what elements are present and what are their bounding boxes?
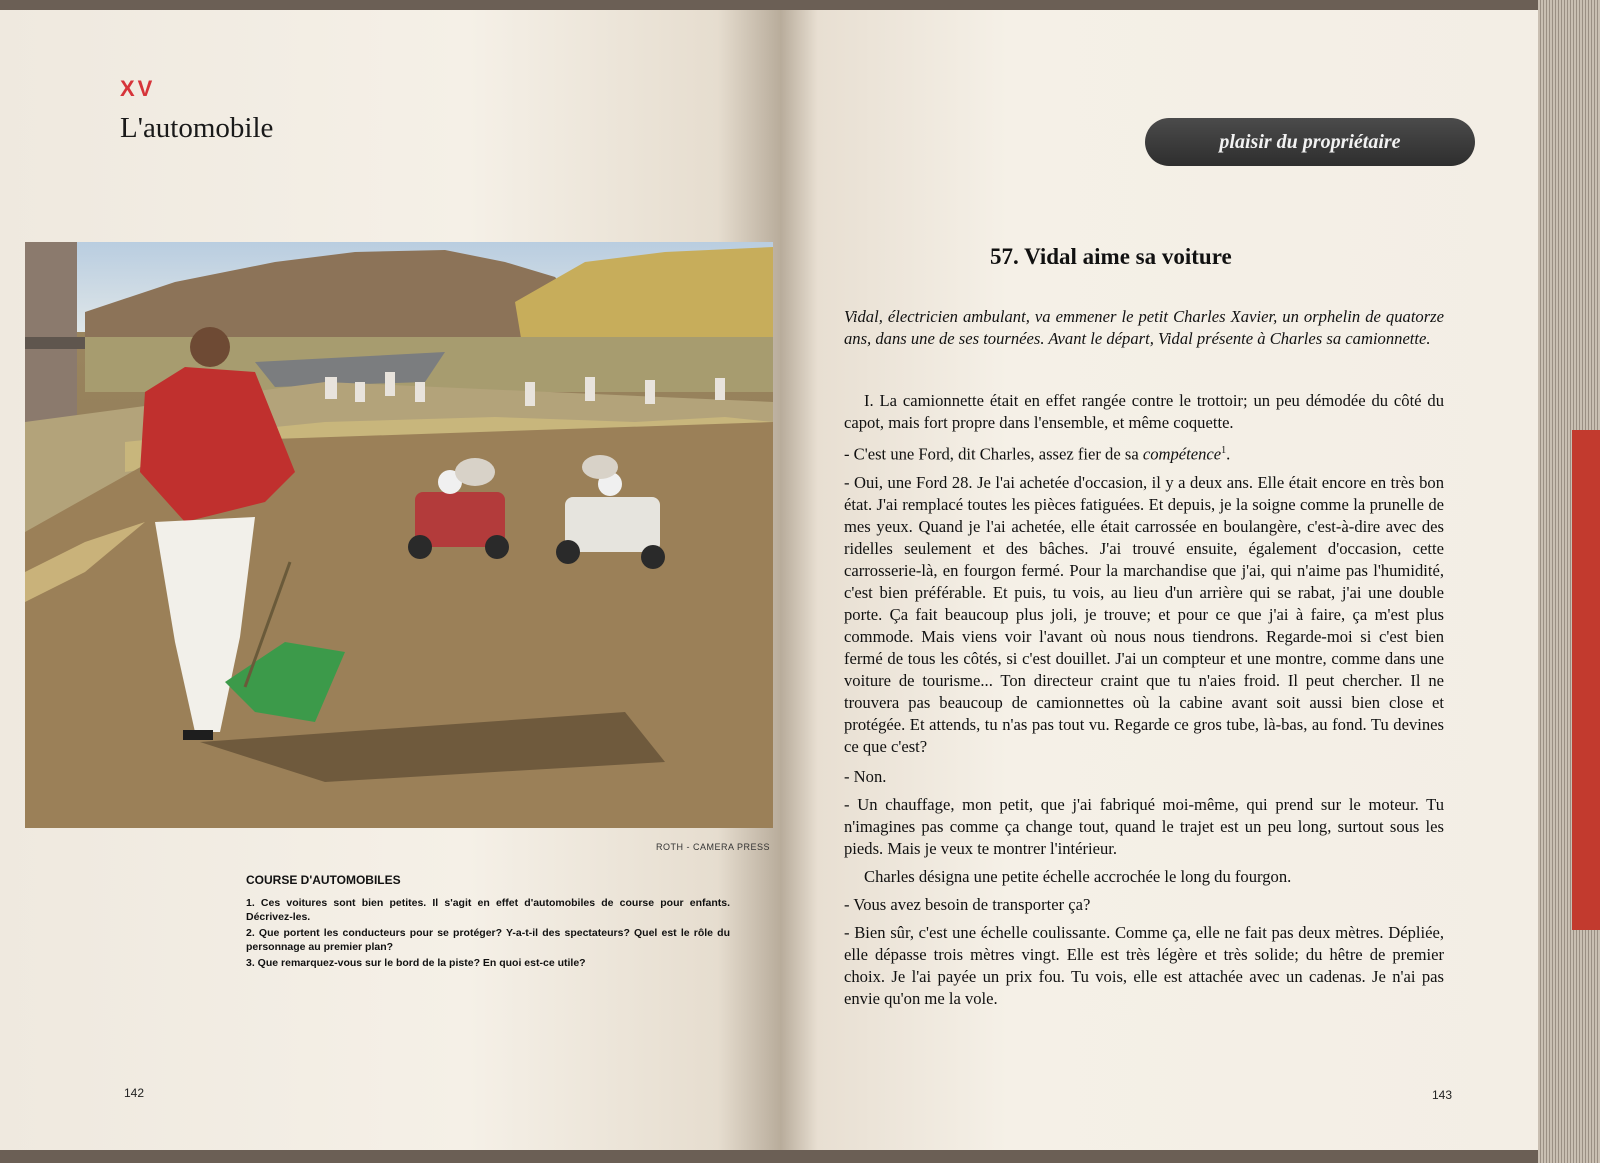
photo-credit: ROTH - CAMERA PRESS (656, 842, 771, 852)
paragraph: Charles désigna une petite échelle accrochée le long du fourgon. (864, 866, 1292, 886)
chapter-title: L'automobile (120, 112, 274, 144)
page-number-right: 143 (1432, 1088, 1453, 1102)
italic-word: compétence (1142, 444, 1222, 464)
lesson-body (844, 390, 1444, 1016)
question-item: 2. Que portent les conducteurs pour se protéger? Y-a-t-il des spectateurs? Quel est le rôle du personnage au premier plan? (246, 927, 730, 953)
footnote-marker: 1 (1221, 445, 1227, 456)
paragraph: - Bien sûr, c'est une échelle coulissante. Comme ça, elle ne fait pas deux mètres. Dépliée, elle dépasse trois mètres vingt. Elle est très légère et très solide; du hêtre de premier choix. Je l'ai payée un prix fou. Tu vois, elle est attachée avec un cadenas. Je n'ai pas envie qu'on me la vole. (844, 922, 1444, 1008)
caption-questions (246, 896, 730, 972)
paragraph (844, 440, 1444, 466)
paragraph-text: . (1226, 444, 1231, 464)
question-item: 3. Que remarquez-vous sur le bord de la piste? En quoi est-ce utile? (246, 957, 586, 969)
paragraph: - Vous avez besoin de transporter ça? (844, 894, 1091, 914)
caption-title: COURSE D'AUTOMOBILES (246, 873, 401, 887)
race-photo (25, 242, 773, 828)
paragraph-text: - C'est une Ford, dit Charles, assez fier de sa (844, 444, 1143, 464)
race-photo-illustration (25, 242, 773, 828)
paragraph: - Oui, une Ford 28. Je l'ai achetée d'occasion, il y a deux ans. Elle était encore en très bon état. J'ai remplacé toutes les pièces fatiguées. Et depuis, je la soigne comme la prunelle de mes yeux. Quand je l'ai achetée, elle était carrossée en boulangère, c'est-à-dire avec des ridelles seulement et des bâches. J'ai trouvé ensuite, également d'occasion, cette carrosserie-là, en fourgon fermé. Pour la marchandise que j'ai, qui n'aime pas l'humidité, c'est bien préférable. Et puis, tu vois, au lieu d'un arrière qui se rabat, j'ai une double porte. Ça fait beaucoup plus joli, je trouve; et pour ce que j'ai à faire, ça m'est plus commode. Mais viens voir l'avant où nous nous tiendrons. Regarde-moi si c'est bien fermé de tous les côtés, si c'est douillet. J'ai un compteur et une montre, comme dans une voiture de tourisme... Ton directeur craint que tu n'aies froid. Il peut chercher. Il ne trouvera pas beaucoup de camionnettes où la cabine avant soit aussi bien close et protégée. Et attends, tu n'as pas tout vu. Regarde ce gros tube, là-bas, au fond. Tu devines ce que c'est? (844, 472, 1444, 756)
page-number-left: 142 (124, 1086, 145, 1100)
chapter-number: XV (120, 76, 156, 101)
bookmark-tab (1572, 430, 1600, 930)
paragraph: - Non. (844, 766, 887, 786)
theme-badge: plaisir du propriétaire (1145, 118, 1475, 166)
paragraph: I. La camionnette était en effet rangée contre le trottoir; un peu démodée du côté du capot, mais fort propre dans l'ensemble, et même coquette. (844, 391, 1444, 432)
question-item: 1. Ces voitures sont bien petites. Il s'agit en effet d'automobiles de course pour enfants. Décrivez-les. (246, 897, 730, 923)
lesson-intro: Vidal, électricien ambulant, va emmener le petit Charles Xavier, un orphelin de quatorze ans, dans une de ses tournées. Avant le départ, Vidal présente à Charles sa camionnette. (844, 307, 1444, 348)
paragraph: - Un chauffage, mon petit, que j'ai fabriqué moi-même, qui prend sur le moteur. Tu n'imagines pas comme ça change tout, quand le trajet est un peu long, surtout sous les pieds. Mais je veux te montrer l'intérieur. (844, 794, 1444, 858)
lesson-title: 57. Vidal aime sa voiture (990, 244, 1232, 269)
